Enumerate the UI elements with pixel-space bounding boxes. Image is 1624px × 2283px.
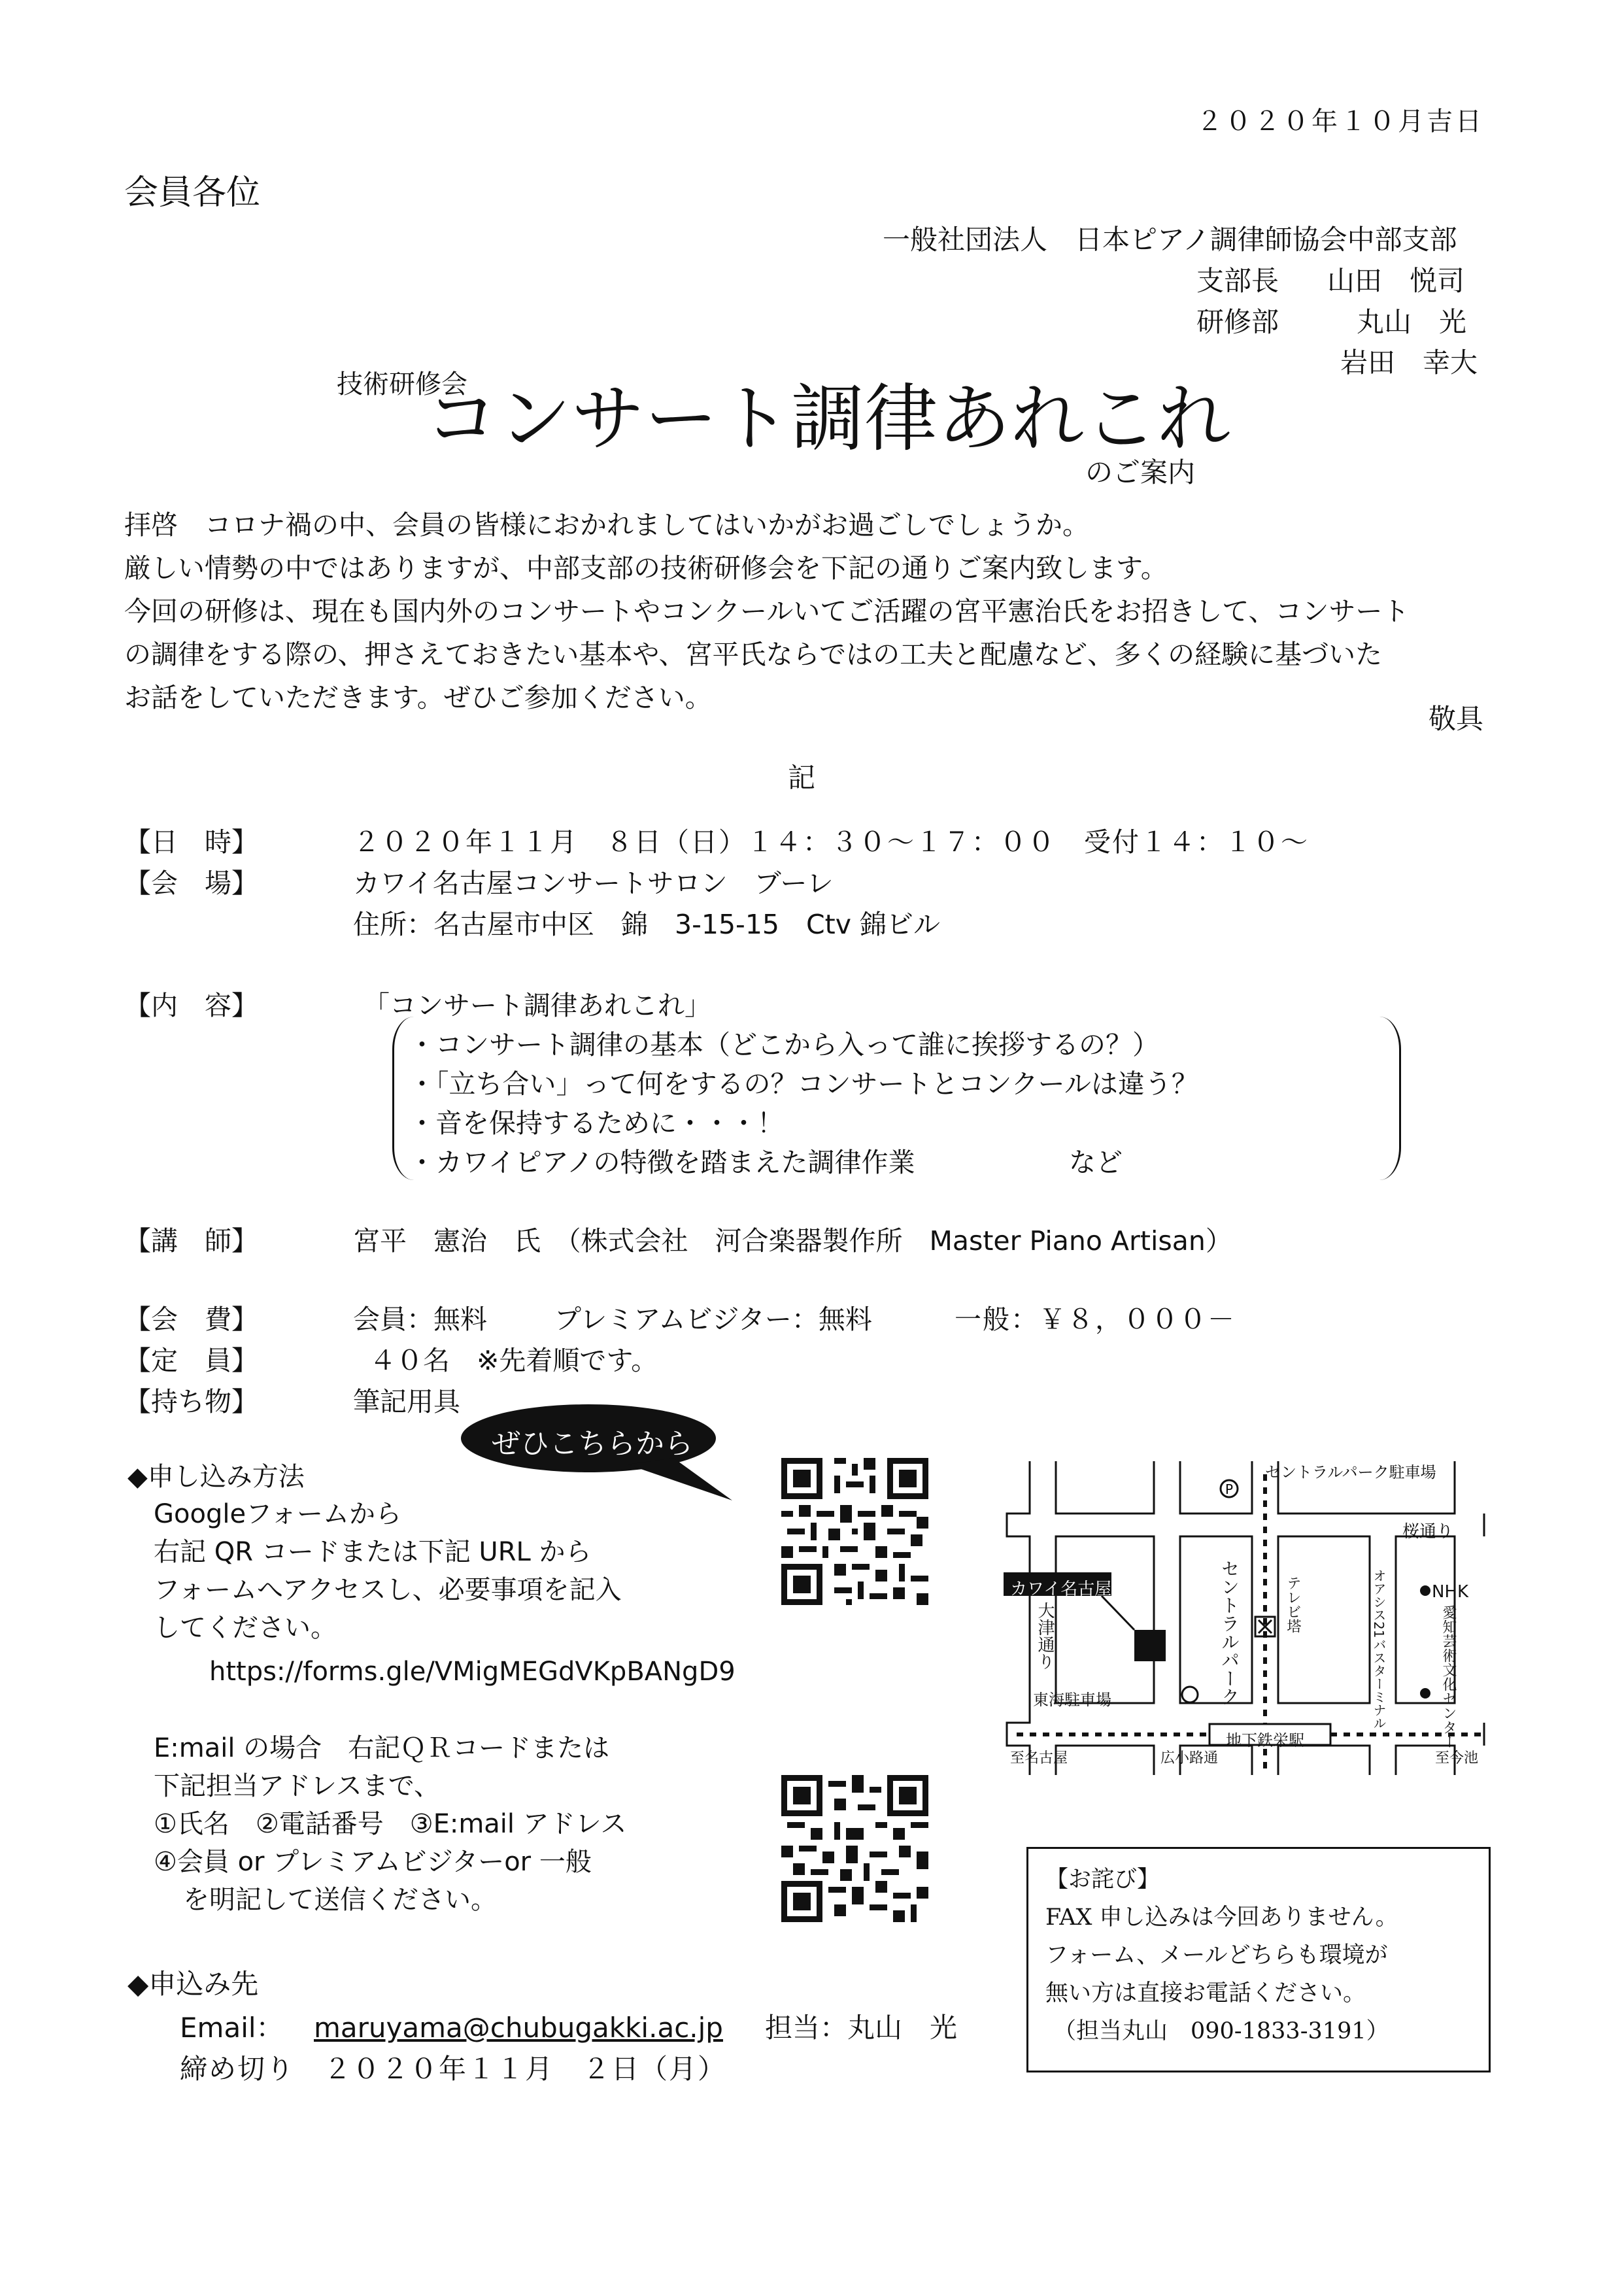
form-qr-code[interactable]	[781, 1458, 928, 1605]
date-value: ２０２０年１１月 ８日（日）１４：３０～１７：００ 受付１４：１０～	[353, 826, 1309, 858]
date-label: 【日 時】	[124, 826, 258, 858]
intro-line-2: 厳しい情勢の中ではありますが、中部支部の技術研修会を下記の通りご案内致します。	[124, 552, 1168, 584]
document-date: ２０２０年１０月吉日	[1196, 107, 1484, 137]
apology-line-2: フォーム、メールどちらも環境が	[1045, 1942, 1388, 1969]
apology-line-3: 無い方は直接お電話ください。	[1045, 1980, 1366, 2006]
apology-line-4: （担当丸山 090-1833-3191）	[1053, 2018, 1389, 2044]
content-title: 「コンサート調律あれこれ」	[363, 990, 711, 1021]
apply-line-3: フォームへアクセスし、必要事項を記入	[154, 1575, 622, 1605]
svg-text:P: P	[1225, 1481, 1234, 1497]
venue-label: 【会 場】	[124, 868, 258, 899]
email-line-4: ④会員 or プレミアムビジターor 一般	[154, 1847, 592, 1877]
content-item-3: ・音を保持するために・・・！	[409, 1108, 784, 1139]
map-aichi-arts: 愛知芸術文化センター	[1440, 1605, 1457, 1749]
email-line-1: E:mail の場合 右記ＱＲコードまたは	[154, 1733, 610, 1763]
content-item-4: ・カワイピアノの特徴を踏まえた調律作業	[409, 1147, 915, 1178]
address-value: 住所：名古屋市中区 錦 3-15-15 Ctv 錦ビル	[353, 909, 941, 940]
email-line-2: 下記担当アドレスまで、	[154, 1771, 440, 1801]
email-line-5: を明記して送信ください。	[183, 1885, 497, 1915]
closing-keigu: 敬具	[1429, 703, 1484, 735]
intro-line-3: 今回の研修は、現在も国内外のコンサートやコンクールいてご活躍の宮平憲治氏をお招きして、コンサート	[124, 596, 1410, 627]
apology-line-1: FAX 申し込みは今回ありません。	[1045, 1904, 1398, 1931]
intro-line-5: お話をしていただきます。ぜひご参加ください。	[124, 682, 712, 713]
organization: 一般社団法人 日本ピアノ調律師協会中部支部	[883, 224, 1457, 256]
email-line-3: ①氏名 ②電話番号 ③E:mail アドレス	[154, 1809, 627, 1839]
map-otsu-dori: 大津通り	[1035, 1602, 1055, 1670]
map-to-meieki: 至名古屋	[1010, 1750, 1068, 1767]
capacity-label: 【定 員】	[124, 1345, 258, 1376]
apply-line-1: Googleフォームから	[154, 1499, 402, 1529]
fee-premium: プレミアムビジター：無料	[554, 1304, 872, 1335]
training-role: 研修部	[1196, 306, 1279, 338]
content-label: 【内 容】	[124, 990, 258, 1021]
chief-role: 支部長	[1196, 265, 1279, 297]
apply-line-2: 右記 QR コードまたは下記 URL から	[154, 1537, 592, 1567]
contact-email-link[interactable]: maruyama@chubugakki.ac.jp	[314, 2012, 723, 2044]
intro-line-1: 拝啓 コロナ禍の中、会員の皆様におかれましてはいかがお過ごしでしょうか。	[124, 509, 1089, 541]
training-name-1: 丸山 光	[1357, 306, 1467, 338]
map-subway-station: 地下鉄栄駅	[1226, 1731, 1304, 1750]
content-etc: など	[1069, 1147, 1123, 1178]
apply-line-4: してください。	[154, 1613, 337, 1643]
content-bracket-right	[1379, 1017, 1401, 1180]
fee-general: 一般：￥８，０００－	[955, 1304, 1236, 1335]
main-title: コンサート調律あれこれ	[425, 377, 1230, 462]
contact-person: 担当：丸山 光	[765, 2012, 958, 2044]
ki-heading: 記	[788, 762, 816, 794]
intro-line-4: の調律をする際の、押さえておきたい基本や、宮平氏ならではの工夫と配慮など、多くの経験に基づいた	[124, 639, 1383, 670]
form-url-link[interactable]: https://forms.gle/VMigMEGdVKpBANgD9	[209, 1657, 736, 1687]
map-tokai-parking: 東海駐車場	[1033, 1691, 1111, 1709]
map-sakura-dori: 桜通り	[1402, 1522, 1454, 1542]
items-label: 【持ち物】	[124, 1386, 258, 1417]
training-name-2: 岩田 幸大	[1340, 347, 1478, 379]
lecturer-value: 宮平 憲治 氏 （株式会社 河合楽器製作所 Master Piano Artisan）	[353, 1225, 1232, 1257]
map-central-park: セントラルパーク	[1219, 1559, 1240, 1706]
email-label: Email：	[180, 2012, 284, 2044]
map-to-imaike: 至今池	[1435, 1750, 1479, 1767]
items-value: 筆記用具	[353, 1386, 460, 1417]
apology-title: 【お詫び】	[1045, 1867, 1160, 1893]
map-kawai-label: カワイ名古屋	[1010, 1580, 1112, 1599]
map-tv-tower: テレビ塔	[1285, 1576, 1301, 1633]
apology-box	[1026, 1847, 1491, 2072]
recipient: 会員各位	[124, 173, 261, 212]
venue-value: カワイ名古屋コンサートサロン ブーレ	[353, 868, 834, 899]
fee-label: 【会 費】	[124, 1304, 258, 1335]
chief-name: 山田 悦司	[1327, 265, 1465, 297]
deadline: 締め切り ２０２０年１１月 ２日（月）	[180, 2053, 727, 2085]
content-item-2: ・「立ち合い」って何をするの？コンサートとコンクールは違う？	[409, 1068, 1198, 1100]
map-bus-terminal: オアシス21バスターミナル	[1371, 1569, 1387, 1730]
bubble-text: ぜひこちらから	[492, 1427, 693, 1461]
capacity-value: ４０名 ※先着順です。	[369, 1345, 658, 1376]
email-qr-code[interactable]	[781, 1775, 928, 1922]
lecturer-label: 【講 師】	[124, 1225, 258, 1257]
map-nhk: NHK	[1432, 1582, 1469, 1602]
title-suffix: のご案内	[1085, 456, 1196, 488]
fee-member: 会員：無料	[353, 1304, 487, 1335]
map-parking-central: セントラルパーク駐車場	[1265, 1463, 1436, 1481]
map-hirokoji: 広小路通	[1160, 1750, 1219, 1767]
content-item-1: ・コンサート調律の基本（どこから入って誰に挨拶するの？）	[409, 1029, 1159, 1060]
title-prefix: 技術研修会	[337, 369, 467, 399]
apply-heading: ◆申し込み方法	[127, 1462, 305, 1492]
dest-heading: ◆申込み先	[127, 1968, 259, 2000]
